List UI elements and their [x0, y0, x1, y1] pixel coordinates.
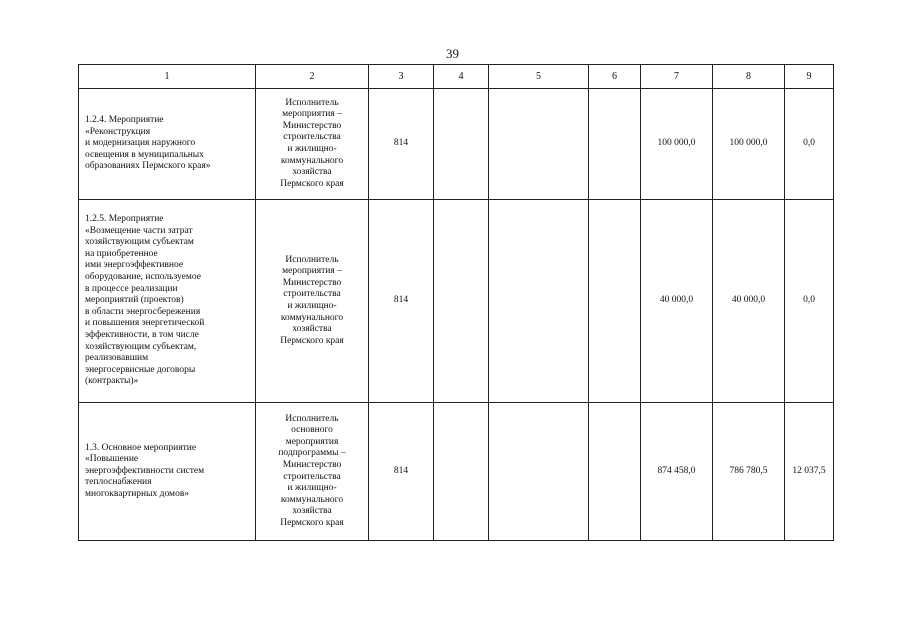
empty-cell: [434, 89, 489, 200]
table-row: [79, 200, 834, 403]
empty-cell: [589, 403, 641, 541]
empty-cell: [489, 403, 589, 541]
header-cell: 8: [713, 65, 785, 89]
amount-cell: 874 458,0: [641, 403, 713, 541]
header-row: [79, 65, 834, 89]
executor-cell: Исполнитель мероприятия – Министерство строительства и жилищно- коммунального хозяйства Пермского края: [256, 89, 369, 200]
executor-cell: Исполнитель основного мероприятия подпрограммы – Министерство строительства и жилищно- коммунального хозяйства Пермского края: [256, 403, 369, 541]
code-cell: 814: [369, 89, 434, 200]
header-cell: 2: [256, 65, 369, 89]
header-cell: 1: [79, 65, 256, 89]
empty-cell: [489, 89, 589, 200]
amount-cell: 12 037,5: [785, 403, 834, 541]
table-row: [79, 89, 834, 200]
header-cell: 6: [589, 65, 641, 89]
empty-cell: [589, 89, 641, 200]
header-cell: 7: [641, 65, 713, 89]
header-cell: 9: [785, 65, 834, 89]
amount-cell: 786 780,5: [713, 403, 785, 541]
budget-table: [78, 64, 834, 541]
header-cell: 3: [369, 65, 434, 89]
empty-cell: [434, 200, 489, 403]
executor-cell: Исполнитель мероприятия – Министерство строительства и жилищно- коммунального хозяйства Пермского края: [256, 200, 369, 403]
activity-name-cell: 1.2.4. Мероприятие «Реконструкция и модернизация наружного освещения в муниципальных образованиях Пермского края»: [79, 89, 256, 200]
amount-cell: 100 000,0: [641, 89, 713, 200]
table-row: [79, 403, 834, 541]
amount-cell: 40 000,0: [641, 200, 713, 403]
header-cell: 5: [489, 65, 589, 89]
empty-cell: [489, 200, 589, 403]
amount-cell: 40 000,0: [713, 200, 785, 403]
amount-cell: 100 000,0: [713, 89, 785, 200]
amount-cell: 0,0: [785, 200, 834, 403]
code-cell: 814: [369, 200, 434, 403]
activity-name-cell: 1.3. Основное мероприятие «Повышение энергоэффективности систем теплоснабжения многоквартирных домов»: [79, 403, 256, 541]
header-cell: 4: [434, 65, 489, 89]
page-number: 39: [446, 46, 459, 61]
amount-cell: 0,0: [785, 89, 834, 200]
empty-cell: [589, 200, 641, 403]
activity-name-cell: 1.2.5. Мероприятие «Возмещение части затрат хозяйствующим субъектам на приобретенное ими энергоэффективное оборудование, используемое в процессе реализации мероприятий (проектов) в области энергосбережения и повышения энергетической эффективности, в том числе хозяйствующим субъектам, реализовавшим энергосервисные договоры (контракты)»: [79, 200, 256, 403]
code-cell: 814: [369, 403, 434, 541]
empty-cell: [434, 403, 489, 541]
